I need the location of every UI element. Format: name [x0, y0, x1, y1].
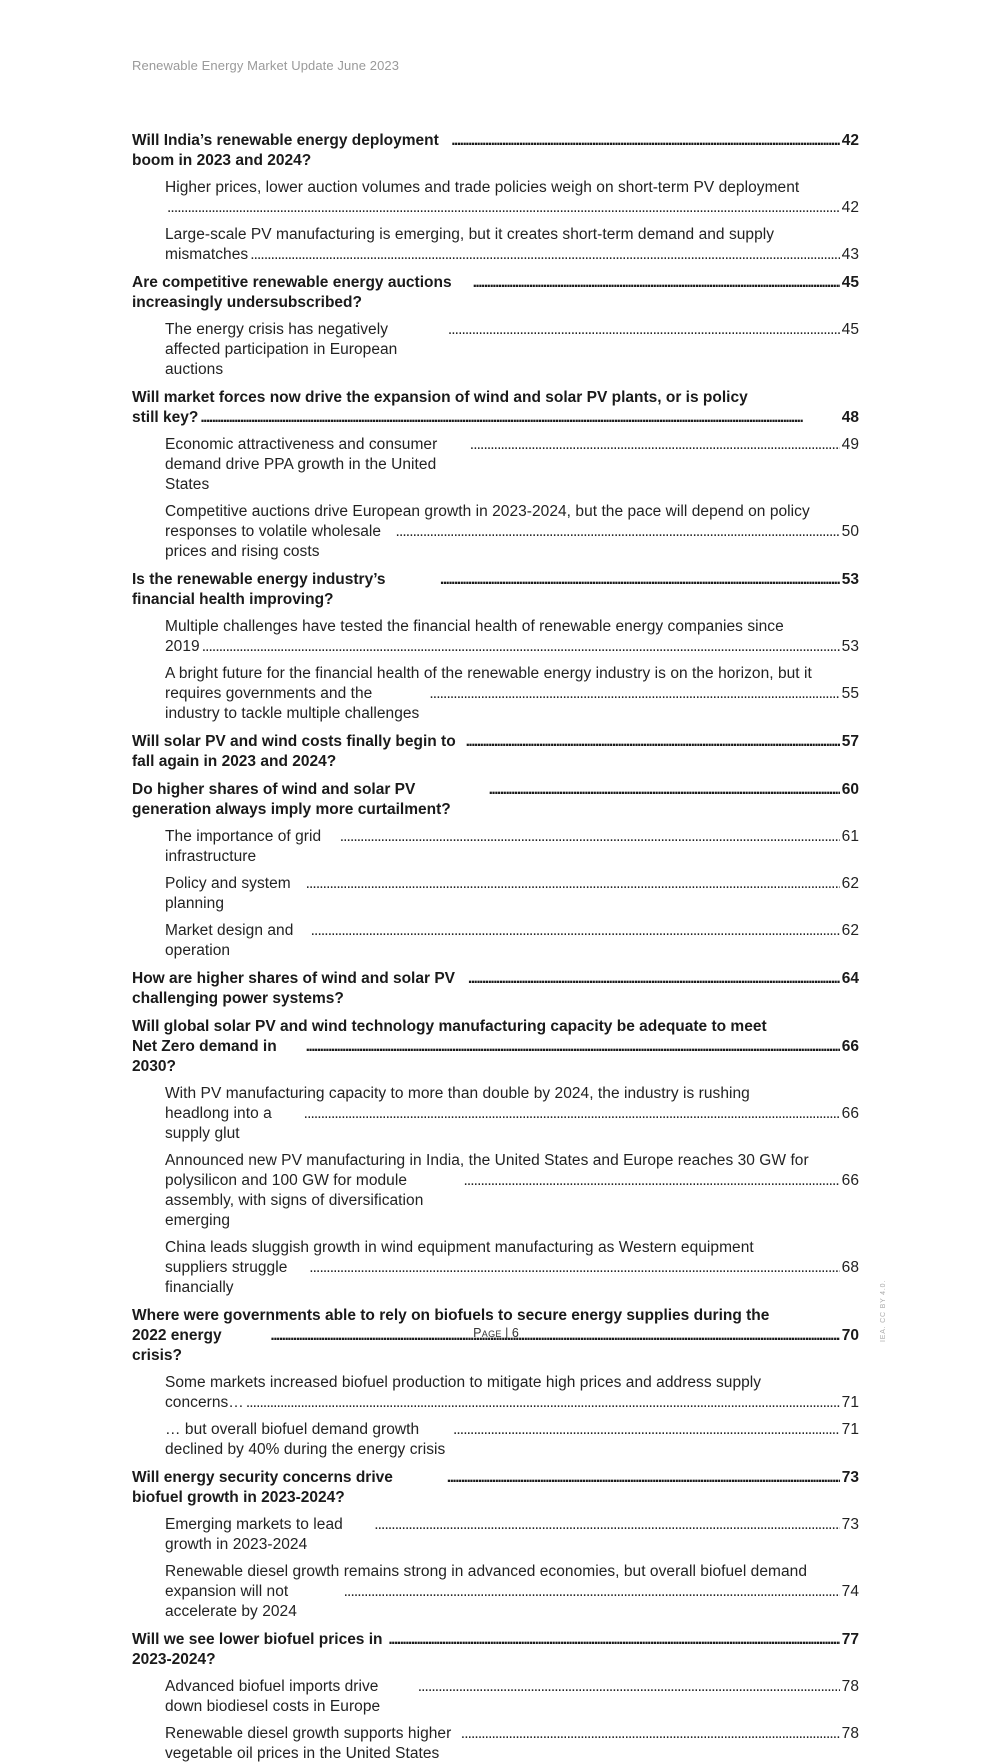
- toc-section-entry[interactable]: [132, 1151, 859, 1231]
- toc-page-number: 43: [841, 246, 859, 263]
- toc-dot-leader: [374, 1515, 839, 1535]
- toc-page-number: 50: [841, 523, 859, 540]
- toc-dot-leader: [418, 1677, 840, 1697]
- toc-entry-title: Economic attractiveness and consumer demand drive PPA growth in the United States: [165, 436, 438, 493]
- toc-dot-leader: [440, 570, 840, 590]
- toc-chapter-entry[interactable]: [132, 131, 859, 171]
- toc-entry-title-first-line: With PV manufacturing capacity to more than double by 2024, the industry is rushing: [165, 1085, 750, 1102]
- toc-section-entry[interactable]: [132, 1724, 859, 1764]
- toc-page-number: 45: [841, 321, 859, 338]
- toc-chapter-entry[interactable]: [132, 780, 859, 820]
- toc-dot-leader: [340, 827, 840, 847]
- toc-chapter-entry[interactable]: [132, 273, 859, 313]
- toc-dot-leader: [489, 780, 840, 800]
- toc-dot-leader: [447, 1468, 840, 1488]
- license-mark: IEA. CC BY 4.0.: [880, 1279, 887, 1342]
- toc-entry-title: Advanced biofuel imports drive down biodiesel costs in Europe: [165, 1678, 381, 1715]
- toc-page-number: 61: [841, 828, 859, 845]
- toc-entry-title: requires governments and the industry to tackle multiple challenges: [165, 685, 420, 722]
- toc-dot-leader: [461, 1724, 840, 1744]
- toc-entry-title: How are higher shares of wind and solar PV challenging power systems?: [132, 970, 455, 1007]
- toc-entry-title-first-line: Competitive auctions drive European growth in 2023-2024, but the pace will depend on policy: [165, 503, 810, 520]
- toc-page-number: 57: [841, 733, 859, 750]
- toc-entry-title-first-line: A bright future for the financial health of the renewable energy industry is on the horizon, but it: [165, 665, 812, 682]
- toc-entry-title: 2019: [165, 638, 200, 655]
- toc-page-number: 53: [841, 638, 859, 655]
- toc-dot-leader: [304, 1104, 840, 1124]
- toc-section-entry[interactable]: [132, 664, 859, 724]
- toc-entry-title: Renewable diesel growth supports higher vegetable oil prices in the United States: [165, 1725, 452, 1762]
- toc-section-entry[interactable]: [132, 435, 859, 495]
- toc-entry-title: Is the renewable energy industry’s financial health improving?: [132, 571, 386, 608]
- toc-page-number: 66: [841, 1172, 859, 1189]
- toc-chapter-entry[interactable]: [132, 1017, 859, 1077]
- toc-page-number: 73: [841, 1516, 859, 1533]
- toc-entry-title: suppliers struggle financially: [165, 1259, 288, 1296]
- toc-page-number: 62: [841, 875, 859, 892]
- toc-page-number: 64: [841, 970, 859, 987]
- toc-section-entry[interactable]: [132, 1515, 859, 1555]
- toc-dot-leader: [202, 637, 840, 657]
- toc-dot-leader: [306, 1037, 840, 1057]
- toc-entry-title-first-line: Where were governments able to rely on biofuels to secure energy supplies during the: [132, 1307, 770, 1324]
- toc-dot-leader: [473, 273, 840, 293]
- toc-dot-leader: [468, 969, 840, 989]
- toc-page-number: 45: [841, 274, 859, 291]
- toc-page-number: 71: [841, 1421, 859, 1438]
- toc-entry-title-first-line: Will market forces now drive the expansion of wind and solar PV plants, or is policy: [132, 389, 748, 406]
- toc-entry-title: Will energy security concerns drive biofuel growth in 2023-2024?: [132, 1469, 393, 1506]
- toc-entry-title-first-line: Multiple challenges have tested the financial health of renewable energy companies since: [165, 618, 784, 635]
- toc-entry-title: The energy crisis has negatively affected participation in European auctions: [165, 321, 398, 378]
- toc-section-entry[interactable]: [132, 178, 859, 218]
- toc-section-entry[interactable]: [132, 1562, 859, 1622]
- toc-section-entry[interactable]: [132, 1084, 859, 1144]
- toc-entry-title: headlong into a supply glut: [165, 1105, 272, 1142]
- toc-page-number: 60: [841, 781, 859, 798]
- toc-page-number: 62: [841, 922, 859, 939]
- toc-entry-title: Will we see lower biofuel prices in 2023-2024?: [132, 1631, 383, 1668]
- toc-dot-leader: [309, 1258, 839, 1278]
- toc-chapter-entry[interactable]: [132, 570, 859, 610]
- toc-section-entry[interactable]: [132, 1677, 859, 1717]
- toc-section-entry[interactable]: [132, 320, 859, 380]
- toc-entry-title: Are competitive renewable energy auctions increasingly undersubscribed?: [132, 274, 452, 311]
- toc-page-number: 78: [841, 1725, 859, 1742]
- toc-page-number: 71: [841, 1394, 859, 1411]
- page-separator: |: [501, 1326, 512, 1340]
- toc-entry-title-first-line: China leads sluggish growth in wind equipment manufacturing as Western equipment: [165, 1239, 754, 1256]
- toc-entry-title: Will solar PV and wind costs finally begin to fall again in 2023 and 2024?: [132, 733, 456, 770]
- toc-dot-leader: [167, 198, 840, 218]
- toc-section-entry[interactable]: [132, 617, 859, 657]
- toc-page-number: 77: [841, 1631, 859, 1648]
- page-footer: [0, 1326, 992, 1340]
- table-of-contents: [132, 131, 859, 1764]
- toc-page-number: 66: [841, 1038, 859, 1055]
- toc-dot-leader: [448, 320, 840, 340]
- toc-section-entry[interactable]: [132, 1373, 859, 1413]
- toc-chapter-entry[interactable]: [132, 732, 859, 772]
- toc-chapter-entry[interactable]: [132, 388, 859, 428]
- toc-page-number: 53: [841, 571, 859, 588]
- toc-entry-title: … but overall biofuel demand growth declined by 40% during the energy crisis: [165, 1421, 446, 1458]
- toc-page-number: 42: [841, 132, 859, 149]
- toc-entry-title: Net Zero demand in 2030?: [132, 1038, 277, 1075]
- toc-entry-title: Will India’s renewable energy deployment boom in 2023 and 2024?: [132, 132, 439, 169]
- toc-entry-title: The importance of grid infrastructure: [165, 828, 322, 865]
- toc-dot-leader: [466, 732, 840, 752]
- toc-dot-leader: [451, 131, 840, 151]
- toc-entry-title-first-line: Announced new PV manufacturing in India, the United States and Europe reaches 30 GW for: [165, 1152, 809, 1169]
- toc-dot-leader: [200, 408, 839, 428]
- toc-entry-title: responses to volatile wholesale prices and rising costs: [165, 523, 382, 560]
- toc-entry-title: polysilicon and 100 GW for module assembly, with signs of diversification emerging: [165, 1172, 424, 1229]
- toc-dot-leader: [470, 435, 840, 455]
- toc-dot-leader: [463, 1171, 839, 1191]
- toc-page-number: 70: [841, 1327, 859, 1344]
- toc-dot-leader: [388, 1630, 839, 1650]
- toc-entry-title: 2022 energy crisis?: [132, 1327, 222, 1364]
- toc-section-entry[interactable]: [132, 1420, 859, 1460]
- toc-section-entry[interactable]: [132, 827, 859, 867]
- toc-page-number: 42: [841, 199, 859, 216]
- toc-entry-title: still key?: [132, 409, 199, 426]
- toc-entry-title: Market design and operation: [165, 922, 294, 959]
- page-label: Page: [473, 1326, 502, 1340]
- toc-page-number: 55: [841, 685, 859, 702]
- toc-entry-title-first-line: Will global solar PV and wind technology manufacturing capacity be adequate to meet: [132, 1018, 767, 1035]
- toc-page-number: 74: [841, 1583, 859, 1600]
- toc-entry-title-first-line: Some markets increased biofuel production to mitigate high prices and address supply: [165, 1374, 762, 1391]
- toc-dot-leader: [453, 1420, 840, 1440]
- page-number: 6: [511, 1326, 519, 1340]
- toc-entry-title-first-line: Higher prices, lower auction volumes and trade policies weigh on short-term PV deployment: [165, 179, 800, 196]
- running-header: Renewable Energy Market Update June 2023: [132, 58, 400, 73]
- toc-dot-leader: [246, 1393, 840, 1413]
- toc-page-number: 78: [841, 1678, 859, 1695]
- toc-entry-title: mismatches: [165, 246, 249, 263]
- toc-section-entry[interactable]: [132, 1238, 859, 1298]
- toc-dot-leader: [396, 522, 840, 542]
- toc-entry-title: expansion will not accelerate by 2024: [165, 1583, 297, 1620]
- toc-entry-title: Policy and system planning: [165, 875, 291, 912]
- toc-chapter-entry[interactable]: [132, 1630, 859, 1670]
- toc-section-entry[interactable]: [132, 874, 859, 914]
- toc-section-entry[interactable]: [132, 502, 859, 562]
- toc-page-number: 48: [841, 409, 859, 426]
- toc-page-number: 66: [841, 1105, 859, 1122]
- toc-chapter-entry[interactable]: [132, 1468, 859, 1508]
- toc-chapter-entry[interactable]: [132, 969, 859, 1009]
- toc-section-entry[interactable]: [132, 921, 859, 961]
- toc-page-number: 73: [841, 1469, 859, 1486]
- toc-entry-title-first-line: Renewable diesel growth remains strong in advanced economies, but overall biofuel demand: [165, 1563, 807, 1580]
- toc-entry-title-first-line: Large-scale PV manufacturing is emerging, but it creates short-term demand and supply: [165, 226, 775, 243]
- toc-dot-leader: [429, 684, 839, 704]
- toc-dot-leader: [306, 874, 840, 894]
- toc-page-number: 49: [841, 436, 859, 453]
- toc-page-number: 68: [841, 1259, 859, 1276]
- toc-dot-leader: [311, 921, 840, 941]
- toc-entry-title: Emerging markets to lead growth in 2023-2024: [165, 1516, 343, 1553]
- toc-dot-leader: [250, 245, 839, 265]
- toc-dot-leader: [344, 1582, 840, 1602]
- toc-section-entry[interactable]: [132, 225, 859, 265]
- toc-entry-title: concerns…: [165, 1394, 244, 1411]
- toc-entry-title: Do higher shares of wind and solar PV generation always imply more curtailment?: [132, 781, 451, 818]
